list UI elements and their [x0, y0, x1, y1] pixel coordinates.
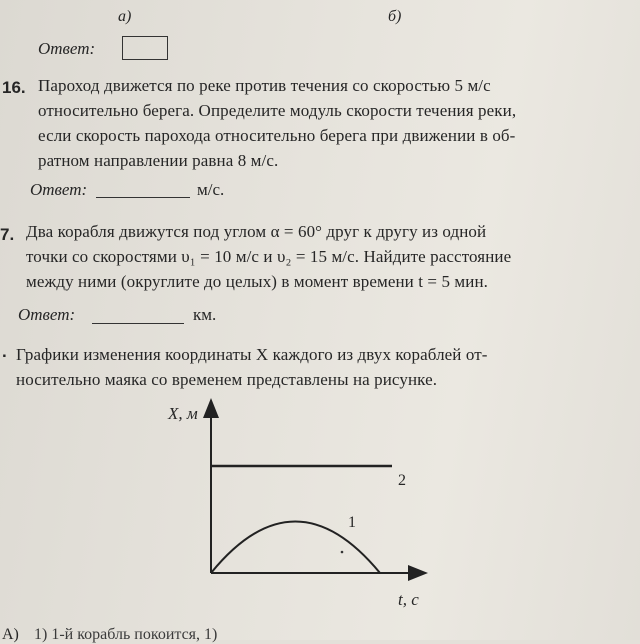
answer-label-17: Ответ: — [18, 305, 76, 324]
answer-unit-17: км. — [193, 305, 217, 324]
bottom-item-a: А) — [2, 626, 19, 643]
q17-number: 7. — [0, 225, 15, 244]
label-a: а) — [118, 8, 132, 25]
q17-line-3: между ними (округлите до целых) в момент времени t = 5 мин. — [26, 272, 488, 291]
q18-line-1: Графики изменения координаты X каждого из двух кораблей от- — [16, 345, 488, 364]
q16-line-2: относительно берега. Определите модуль скорости течения реки, — [38, 101, 517, 120]
q18-number: . — [2, 342, 7, 361]
stray-dot — [341, 551, 344, 554]
q16-line-3: если скорость парохода относительно берега при движении в об- — [38, 126, 516, 145]
answer-label-16: Ответ: — [30, 180, 88, 199]
x-axis-label: t, c — [398, 590, 419, 609]
answer-unit-16: м/с. — [197, 180, 225, 199]
bottom-text: 1) 1-й корабль покоится, 1) — [34, 626, 218, 643]
q16-line-1: Пароход движется по реке против течения со скоростью 5 м/с — [38, 76, 491, 95]
curve-1-label: 1 — [348, 514, 356, 531]
answer-label-15: Ответ: — [38, 39, 96, 58]
q16-line-4: ратном направлении равна 8 м/с. — [38, 151, 279, 170]
line-2-label: 2 — [398, 472, 406, 489]
q18-line-2: носительно маяка со временем представлены на рисунке. — [16, 370, 438, 389]
q16-number: 16. — [2, 78, 26, 97]
q17-line-2: точки со скоростями υ₁ = 10 м/с и υ₂ = 15 м/с. Найдите расстояние — [26, 247, 512, 266]
y-axis-label: X, м — [168, 404, 198, 423]
q17-line-1: Два корабля движутся под углом α = 60° друг к другу из одной — [26, 222, 487, 241]
label-b: б) — [388, 8, 402, 25]
